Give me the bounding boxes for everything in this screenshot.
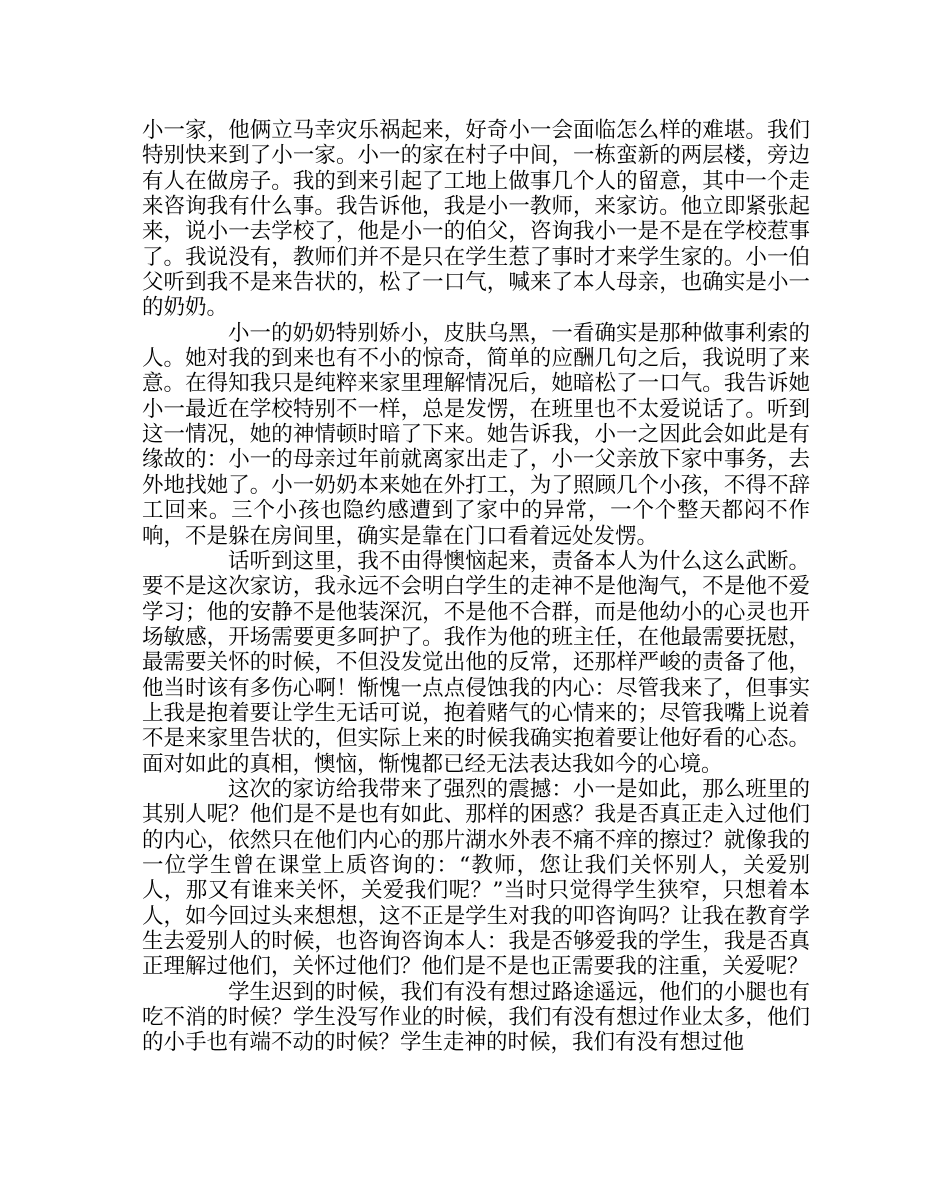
paragraph-5: 学生迟到的时候，我们有没有想过路途遥远，他们的小腿也有吃不消的时候？学生没写作业的时候，我们有没有想过作业太多，他们的小手也有端不动的时候？学生走神的时候，我们有没有想过他 (142, 979, 810, 1056)
paragraph-3: 话听到这里，我不由得懊恼起来，责备本人为什么这么武断。要不是这次家访，我永远不会明白学生的走神不是他淘气，不是他不爱学习；他的安静不是他装深沉，不是他不合群，而是他幼小的心灵也开场敏感，开场需要更多呵护了。我作为他的班主任，在他最需要抚慰，最需要关怀的时候，不但没发觉出他的反常，还那样严峻的责备了他，他当时该有多伤心啊！惭愧一点点侵蚀我的内心：尽管我来了，但事实上我是抱着要让学生无话可说，抱着赌气的心情来的；尽管我嘴上说着不是来家里告状的，但实际上来的时候我确实抱着要让他好看的心态。面对如此的真相，懊恼，惭愧都已经无法表达我如今的心境。 (142, 548, 810, 777)
paragraph-1: 小一家，他俩立马幸灾乐祸起来，好奇小一会面临怎么样的难堪。我们特别快来到了小一家。小一的家在村子中间，一栋蛮新的两层楼，旁边有人在做房子。我的到来引起了工地上做事几个人的留意，其中一个走来咨询我有什么事。我告诉他，我是小一教师，来家访。他立即紧张起来，说小一去学校了，他是小一的伯父，咨询我小一是不是在学校惹事了。我说没有，教师们并不是只在学生惹了事时才来学生家的。小一伯父听到我不是来告状的，松了一口气，喊来了本人母亲，也确实是小一的奶奶。 (142, 118, 810, 321)
document-page (142, 118, 810, 1056)
paragraph-2: 小一的奶奶特别娇小，皮肤乌黑，一看确实是那种做事利索的人。她对我的到来也有不小的惊奇，简单的应酬几句之后，我说明了来意。在得知我只是纯粹来家里理解情况后，她暗松了一口气。我告诉她小一最近在学校特别不一样，总是发愣，在班里也不太爱说话了。听到这一情况，她的神情顿时暗了下来。她告诉我，小一之因此会如此是有缘故的：小一的母亲过年前就离家出走了，小一父亲放下家中事务，去外地找她了。小一奶奶本来她在外打工，为了照顾几个小孩，不得不辞工回来。三个小孩也隐约感遭到了家中的异常，一个个整天都闷不作响，不是躲在房间里，确实是靠在门口看着远处发愣。 (142, 320, 810, 549)
paragraph-4: 这次的家访给我带来了强烈的震撼：小一是如此，那么班里的其别人呢？他们是不是也有如此、那样的困惑？我是否真正走入过他们的内心，依然只在他们内心的那片湖水外表不痛不痒的擦过？就像我的一位学生曾在课堂上质咨询的：“教师，您让我们关怀别人，关爱别人，那又有谁来关怀，关爱我们呢？”当时只觉得学生狭窄，只想着本人，如今回过头来想想，这不正是学生对我的叩咨询吗？让我在教育学生去爱别人的时候，也咨询咨询本人：我是否够爱我的学生，我是否真正理解过他们，关怀过他们？他们是不是也正需要我的注重，关爱呢？ (142, 776, 810, 980)
